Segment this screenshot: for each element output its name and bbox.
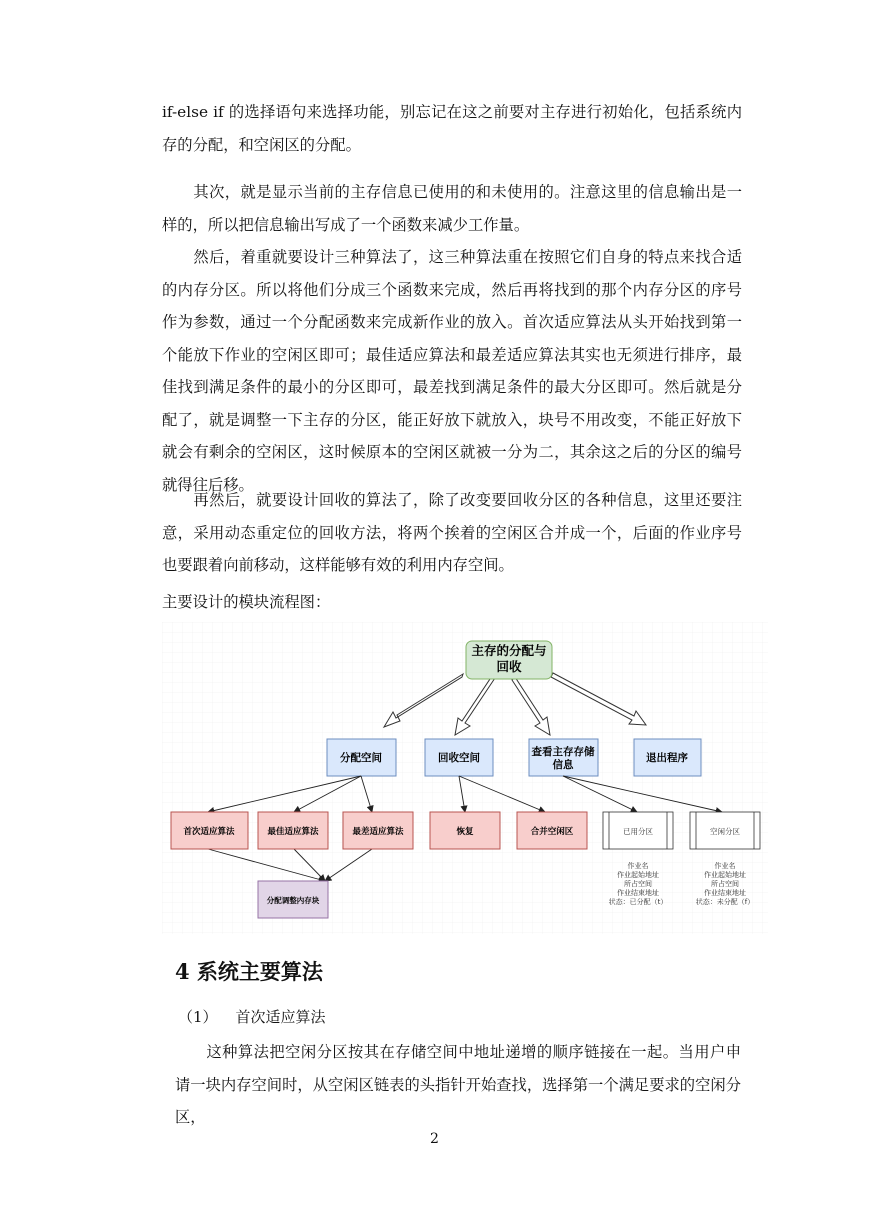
free-field-3: 所占空间 xyxy=(711,880,739,888)
section-heading: 4 系统主要算法 xyxy=(175,959,323,984)
merge-target-label: 分配调整内存块 xyxy=(266,896,320,905)
alloc-space-label: 分配空间 xyxy=(340,752,382,764)
used-field-2: 作业起始地址 xyxy=(617,871,659,879)
diagram-caption: 主要设计的模块流程图： xyxy=(162,593,331,611)
subheading xyxy=(178,1006,326,1027)
root-node-line2: 回收 xyxy=(496,659,522,674)
paragraph-2: 其次，就是显示当前的主存信息已使用的和未使用的。注意这里的信息输出是一样的，所以把信息输出写成了一个函数来减少工作量。 xyxy=(162,183,742,234)
page-number: 2 xyxy=(430,1131,439,1147)
subheading-title: 首次适应算法 xyxy=(235,1008,326,1026)
free-partition-label: 空闲分区 xyxy=(710,827,740,836)
restore-label: 恢复 xyxy=(456,827,474,837)
root-node-line1: 主存的分配与 xyxy=(471,643,547,658)
free-field-1: 作业名 xyxy=(714,862,736,870)
view-memory-label-2: 信息 xyxy=(552,759,574,771)
used-field-4: 作业结束地址 xyxy=(617,889,659,897)
module-flowchart xyxy=(162,622,768,934)
used-field-1: 作业名 xyxy=(627,862,649,870)
best-fit-label: 最佳适应算法 xyxy=(267,827,319,837)
paragraph-1: if-else if 的选择语句来选择功能，别忘记在这之前要对主存进行初始化，包括系统内存的分配，和空闲区的分配。 xyxy=(162,103,742,154)
free-field-5: 状态：未分配（f） xyxy=(695,898,755,906)
subheading-number: （1） xyxy=(178,1008,218,1026)
paragraph-5: 这种算法把空闲分区按其在存储空间中地址递增的顺序链接在一起。当用户申请一块内存空间时，从空闲区链表的头指针开始查找，选择第一个满足要求的空闲分区， xyxy=(175,1043,741,1126)
first-fit-label: 首次适应算法 xyxy=(183,827,235,837)
merge-free-label: 合并空闲区 xyxy=(530,827,574,837)
recover-space-label: 回收空间 xyxy=(438,752,480,764)
free-field-2: 作业起始地址 xyxy=(704,871,746,879)
used-partition-label: 已用分区 xyxy=(623,827,653,836)
used-field-3: 所占空间 xyxy=(624,880,652,888)
exit-label: 退出程序 xyxy=(646,752,688,764)
free-field-4: 作业结束地址 xyxy=(704,889,746,897)
worst-fit-label: 最差适应算法 xyxy=(352,827,404,837)
used-field-5: 状态：已分配（t） xyxy=(608,898,668,906)
view-memory-label-1: 查看主存存储 xyxy=(531,746,595,758)
paragraph-4: 再然后，就要设计回收的算法了，除了改变要回收分区的各种信息，这里还要注意，采用动态重定位的回收方法，将两个挨着的空闲区合并成一个，后面的作业序号也要跟着向前移动，这样能够有效的利用内存空间。 xyxy=(162,491,742,574)
paragraph-3: 然后，着重就要设计三种算法了，这三种算法重在按照它们自身的特点来找合适的内存分区。所以将他们分成三个函数来完成，然后再将找到的那个内存分区的序号作为参数，通过一个分配函数来完成新作业的放入。首次适应算法从头开始找到第一个能放下作业的空闲区即可；最佳适应算法和最差适应算法其实也无须进行排序，最佳找到满足条件的最小的分区即可，最差找到满足条件的最大分区即可。然后就是分配了，就是调整一下主存的分区，能正好放下就放入，块号不用改变，不能正好放下就会有剩余的空闲区，这时候原本的空闲区就被一分为二，其余这之后的分区的编号就得往后移。 xyxy=(162,248,742,494)
